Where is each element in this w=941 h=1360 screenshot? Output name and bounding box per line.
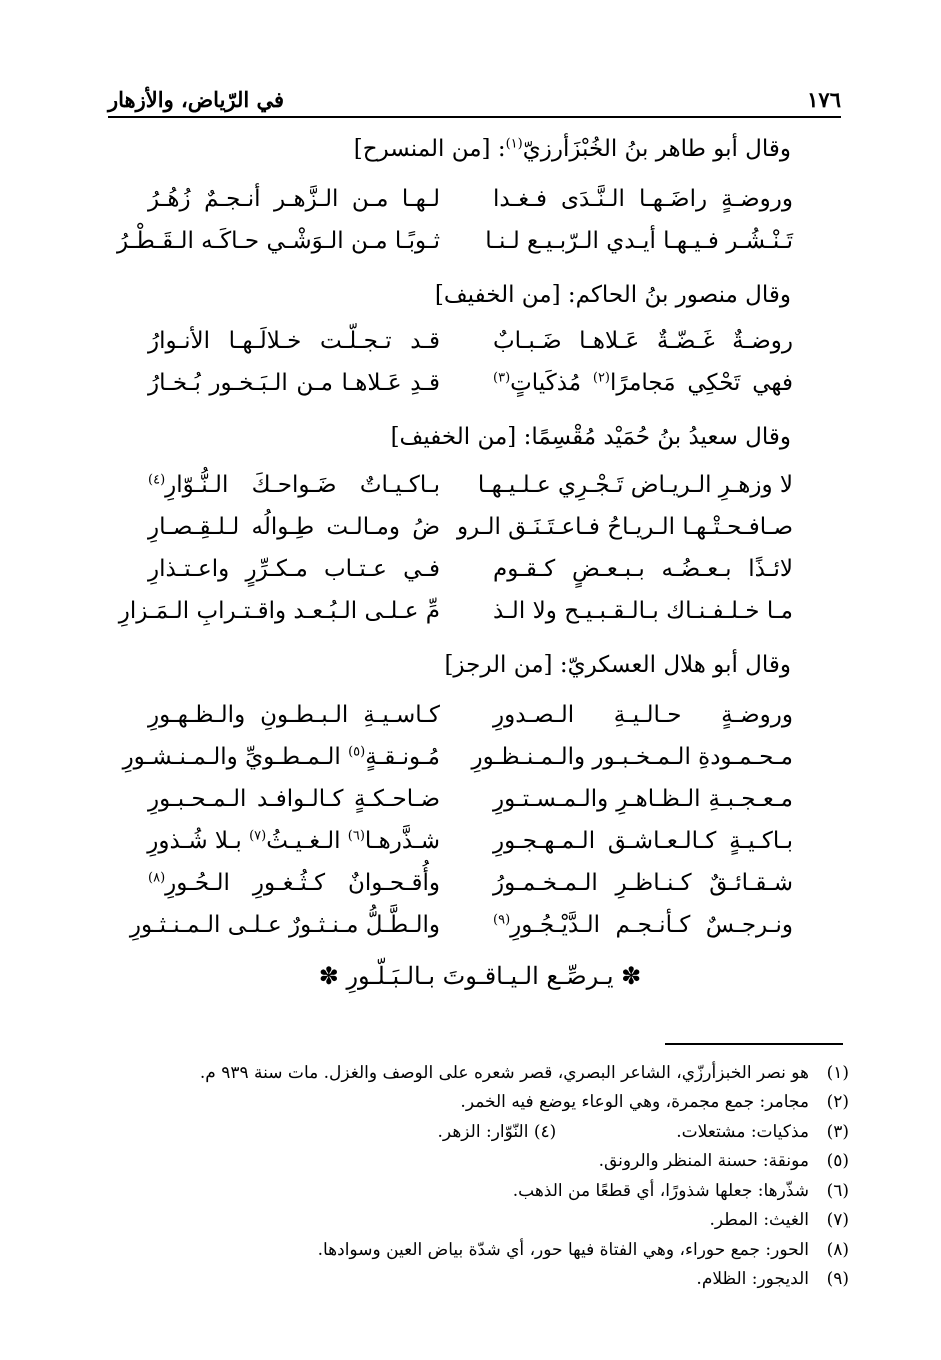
first-hemistich: بـاكـيـةٍ كـالـعـاشـق الـمـهـجـورِ <box>493 828 793 854</box>
verse-line <box>148 186 793 226</box>
first-hemistich: شـقـائـقٌ كـنـاظـرِ الـمـخـمـورُ <box>493 870 793 896</box>
footnote: (٥) مونقة: حسنة المنظر والرونق. <box>598 1151 849 1172</box>
verse-line <box>148 370 793 410</box>
first-hemistich: صـافـحـتْـهـا الـريـاحُ فـاعـتَـنَـق الـرو <box>456 514 793 540</box>
first-hemistich: مـعـجـبـةِ الـظـاهـرِ والـمـسـتـورِ <box>493 786 793 812</box>
footnote-ref: (١) <box>505 136 523 152</box>
first-hemistich: لا وزهـرِ الـريـاض تَـجْـرِي عـلـيـهـا <box>477 472 793 498</box>
intro-line: وقال أبو هلال العسكريّ: [من الرجز] <box>444 652 791 678</box>
footnote-ref: (٤) <box>148 472 166 488</box>
footnote: (٣) مذكيات: مشتعلات. (٤) النّوّار: الزهر. <box>437 1121 849 1142</box>
intro-line: وقال سعيدُ بنُ حُمَيْد مُقْسِمًا: [من الخفيف] <box>390 424 791 450</box>
verse-line <box>129 912 793 952</box>
verse-line <box>148 828 793 868</box>
second-hemistich: ضـاحـكـةٍ كـالـوافـد الـمـحـبـورِ <box>148 786 440 812</box>
second-hemistich: مِّ عـلـى الـبُـعـد واقـتـرابِ الـمَـزارِ <box>118 598 440 624</box>
second-hemistich: بـاكـيـاتٌ ضَـواحـكَ الـنُّـوّارِ$^{(٤)}$ <box>148 472 440 498</box>
running-head <box>108 78 841 112</box>
second-hemistich: وأُقـحـوانٌ كـثُـغـورِ الـحُـورِ$^{(٨)}$ <box>148 870 440 896</box>
first-hemistich: روضـةٌ غَـضّـةٌ عَـلاهـا ضَـبـابٌ <box>493 328 793 354</box>
second-hemistich: قـدِ عَـلاهـا مـن الـبَـخـور بُـخـارُ <box>148 370 440 396</box>
verse-line <box>148 556 793 596</box>
first-hemistich: فهي تَحْكِي مَجامرًا$^{(٢)}$ مُذكَياتٍ$^{(٣)}$ <box>493 370 793 396</box>
second-hemistich: ثـوبًـا مـن الـوَشْـي حـاكَـه الـقَـطْـرُ <box>117 228 440 254</box>
first-hemistich: تَـنْـشُـر فـيـهـا أيـدي الـرّبـيـع لـنـا <box>485 228 793 254</box>
second-hemistich: ضُ ومـالـت طِـوالُه لـلـقِـصـارِ <box>148 514 440 540</box>
first-hemistich: وروضـةٍ حـالـيـةِ الـصـدورِ <box>493 702 793 728</box>
running-title: في الرّياض، والأزهار <box>108 87 285 112</box>
second-hemistich: شـذَّرهـا$^{(٦)}$ الـغـيـثُ$^{(٧)}$ بـلا شُـذورِ <box>147 828 440 854</box>
intro-line: وقال منصور بنُ الحاكم: [من الخفيف] <box>434 282 791 308</box>
footnotes <box>100 1058 849 1294</box>
first-hemistich: مـا خـلـفـنـاك بـالـقـبـيـح ولا الـذ <box>493 598 793 624</box>
second-hemistich: لـهـا مـن الـزَّهـر أنـجـمٌ زُهُـرُ <box>148 186 440 212</box>
footnote: (٨) الحور: جمع حوراء، وهي الفتاة فيها حور، أي شدّة بياض العين وسوادها. <box>317 1239 849 1260</box>
verse-line <box>122 744 793 784</box>
footnote: (٦) شذّرها: جعلها شذورًا، أي قطعًا من الذهب. <box>512 1180 849 1201</box>
second-hemistich: والـطَّـلُّ مـنـثـورٌ عـلـى الـمـنـثـورِ <box>129 912 440 938</box>
verse-line <box>148 870 793 910</box>
footnote: (٧) الغيث: المطر. <box>709 1210 849 1231</box>
second-hemistich: كـاسـيـةِ الـبـطـونِ والـظـهـورِ <box>148 702 440 728</box>
first-hemistich: لائـذًا بـعـضُـه بـبـعـضٍ كـقـوم <box>493 556 793 582</box>
verse-line <box>118 598 793 638</box>
footnote-ref: (٩) <box>493 912 511 928</box>
verse-line <box>148 472 793 512</box>
footnote-ref: (٦) <box>347 828 365 844</box>
second-hemistich: قـد تـجـلّـت خـلالَـهـا الأنـوارُ <box>148 328 440 354</box>
verse-line <box>148 702 793 742</box>
verse-line <box>117 228 793 268</box>
verse-line <box>148 328 793 368</box>
verse-line <box>148 786 793 826</box>
header-rule <box>108 116 841 118</box>
footnote: (١) هو نصر الخبزأرزّي، الشاعر البصري، قصر شعره على الوصف والغزل. مات سنة ٩٣٩ م. <box>199 1062 849 1083</box>
footnote-rule <box>665 1043 843 1045</box>
footnote: (٢) مجامر: جمع مجمرة، وهي الوعاء يوضع فيه الخمر. <box>460 1092 849 1113</box>
first-hemistich: ونـرجـسٌ كـأنـجـم الـدَّيْـجُـورِ$^{(٩)}$ <box>493 912 793 938</box>
footnote-ref: (٧) <box>249 828 267 844</box>
first-hemistich: وروضـةٍ راضَـهـا الـنَّـدَى فـغـدا <box>493 186 793 212</box>
intro-line: وقال أبو طاهر بنُ الخُبْزَأرزيّ$^{(١)}$: [من المنسرح] <box>353 136 791 162</box>
second-hemistich: مُـونـقـةٍ$^{(٥)}$ الـمـطـويِّ والـمـنـشـورِ <box>122 744 440 770</box>
footnote-ref: (٢) <box>592 370 610 386</box>
first-hemistich: مـحـمـودةِ الـمـخـبـور والـمـنـظـورِ <box>471 744 793 770</box>
closing-verse: ✽ يـرصِّـع الـيـاقـوتَ بـالـبَـلّـورِ ✽ <box>318 962 642 990</box>
page-number: ١٧٦ <box>807 87 841 112</box>
footnote-ref: (٨) <box>148 870 166 886</box>
second-hemistich: فـي عـتـاب مـكـرِّرٍ واعـتـذارِ <box>148 556 440 582</box>
footnote: (٩) الديجور: الظلام. <box>696 1269 849 1290</box>
footnote-ref: (٥) <box>348 744 366 760</box>
verse-line <box>148 514 793 554</box>
footnote-ref: (٣) <box>493 370 511 386</box>
